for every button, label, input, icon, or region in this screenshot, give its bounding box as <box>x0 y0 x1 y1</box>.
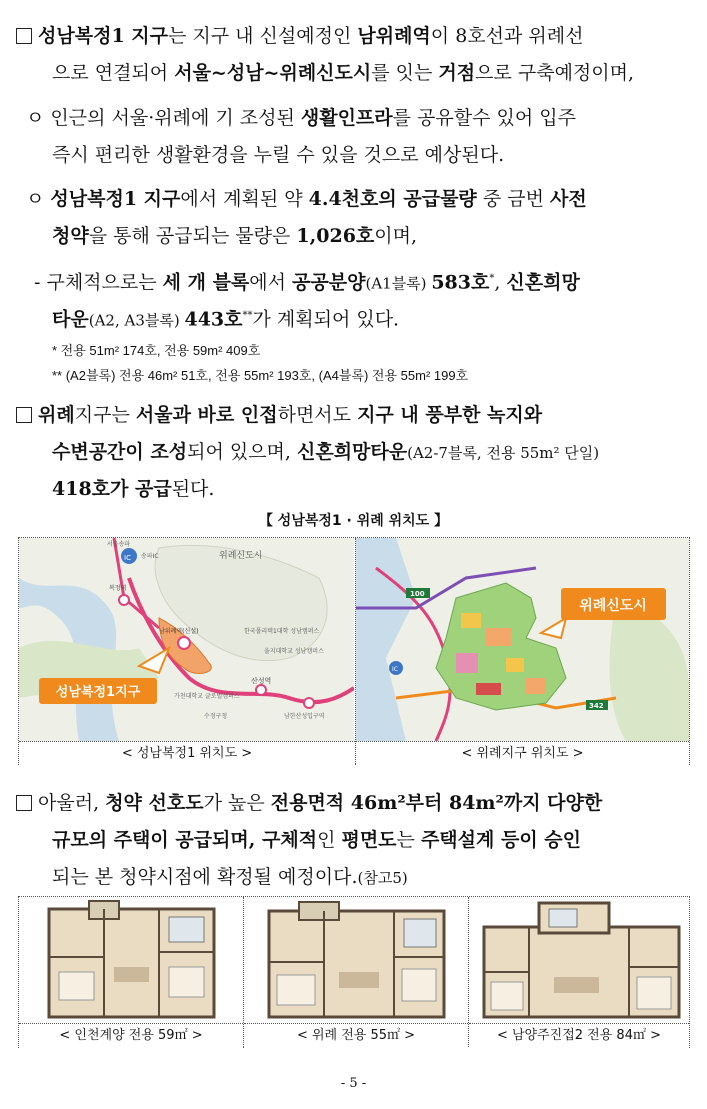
left-map-caption: < 성남복정1 위치도 > <box>19 741 355 765</box>
checkbox-square-icon <box>16 407 32 423</box>
road-number: 100 <box>410 590 425 598</box>
map-label-poi: 가천대학교 글로벌캠퍼스 <box>174 693 240 700</box>
map-callout-label: 위례신도시 <box>579 598 647 614</box>
dash-bullet: - <box>34 271 41 294</box>
map-label-poi: 한국폴리텍1대학 성남캠퍼스 <box>244 628 320 635</box>
map-label-poi: 을지대학교 성남캠퍼스 <box>264 648 324 655</box>
road-number: 342 <box>589 702 604 710</box>
floorplan-figure <box>18 896 690 1048</box>
text-bold: 규모의 주택이 공급되며, 구체적 <box>52 829 318 851</box>
text: 으로 구축예정이며, <box>475 62 635 84</box>
text: , <box>494 271 507 294</box>
text-bold: 전용면적 46m²부터 84m²까지 다양한 <box>270 792 603 814</box>
text-bold: 생활인프라 <box>300 107 393 129</box>
footnote-marker: ** <box>242 310 253 321</box>
right-map-caption: < 위례지구 위치도 > <box>356 741 689 765</box>
page-number: - 5 - <box>340 1076 367 1091</box>
text: (A1블록) <box>365 274 432 293</box>
text-bold: 지구 내 풍부한 녹지와 <box>357 404 543 426</box>
floorplan-1-caption: < 인천계양 전용 59㎡ > <box>19 1023 243 1048</box>
map-label-station: 남한산성입구역 <box>284 713 325 720</box>
floorplan-1 <box>19 897 242 1023</box>
text-bold: 418호가 공급 <box>52 478 172 500</box>
footnote-2: ** (A2블록) 전용 46m² 51호, 전용 55m² 193호, (A4블록) 전용 55m² 199호 <box>52 368 469 383</box>
text: 이 8호선과 위례선 <box>430 25 584 47</box>
text-bold: 공공분양 <box>292 271 366 294</box>
text: 를 공유할수 있어 입주 <box>392 107 576 129</box>
text-bold: 평면도 <box>341 829 397 851</box>
floorplan-3-image <box>469 897 689 1023</box>
text: 을 통해 공급되는 물량은 <box>88 225 297 247</box>
wirye-map-image <box>356 538 689 741</box>
text: 를 잇는 <box>371 62 439 84</box>
text-bold: 신혼희망 <box>506 271 580 294</box>
text: 는 지구 내 신설예정인 <box>168 25 358 47</box>
footnote-marker: * <box>489 273 495 284</box>
seongnam-map-image <box>19 538 354 741</box>
text: 인근의 서울·위례에 기 조성된 <box>50 107 301 129</box>
map-section-title: 【 성남복정1 · 위례 위치도 】 <box>258 513 449 529</box>
text: 인 <box>317 829 342 851</box>
text-bold: 신혼희망타운 <box>296 441 408 463</box>
text-bold: 세 개 블록 <box>162 271 250 294</box>
map-label-poi: 서울송파 <box>107 541 131 548</box>
footnote-1: * 전용 51m² 174호, 전용 59m² 409호 <box>52 343 261 358</box>
floorplan-1-image <box>19 897 242 1023</box>
text-bold: 4.4천호의 공급물량 <box>308 188 477 210</box>
map-label-station: 산성역 <box>251 677 272 685</box>
checkbox-square-icon <box>16 795 32 811</box>
text: 에서 <box>249 271 293 294</box>
text-bold: 443호 <box>184 308 243 331</box>
text-bold: 서울~성남~위례신도시 <box>174 62 372 84</box>
ic-marker: IC <box>392 666 398 673</box>
text: 에서 계획된 약 <box>180 188 309 210</box>
text: 으로 연결되어 <box>52 62 175 84</box>
bullet-icon: ㅇ <box>26 188 45 210</box>
text: 되어 있으며, <box>187 441 297 463</box>
floorplan-2 <box>244 897 467 1023</box>
text-bold: 거점 <box>438 62 476 84</box>
map-callout-label: 성남복정1지구 <box>55 685 141 700</box>
map-label-wirye: 위례신도시 <box>219 551 263 561</box>
svg-text:IC: IC <box>124 554 131 562</box>
text-bold: 남위례역 <box>357 25 431 47</box>
text-bold: 주택설계 등이 승인 <box>420 829 581 851</box>
map-label-poi: 송파IC <box>141 553 159 560</box>
text: 된다. <box>171 478 215 500</box>
text-bold: 위례 <box>38 404 75 426</box>
floorplan-3 <box>469 897 689 1023</box>
text-bold: 성남복정1 지구 <box>38 25 169 47</box>
text: 구체적으로는 <box>46 271 163 294</box>
map-label-station: 남위례역(신설) <box>159 628 199 635</box>
text: 가 높은 <box>203 792 271 814</box>
text-bold: 수변공간이 조성 <box>52 441 188 463</box>
bullet-icon: ㅇ <box>26 107 45 129</box>
left-map <box>19 538 354 741</box>
text-bold: 성남복정1 지구 <box>50 188 181 210</box>
text: (A2, A3블록) <box>88 311 185 330</box>
text-bold: 사전 <box>549 188 587 210</box>
map-label-station: 복정역 <box>109 585 127 592</box>
text: 아울러, <box>38 792 106 814</box>
floorplan-2-image <box>244 897 467 1023</box>
text: 되는 본 청약시점에 확정될 예정이다. <box>52 866 358 888</box>
right-map <box>356 538 689 741</box>
text-bold: 583호 <box>431 271 490 294</box>
text: 지구는 <box>74 404 136 426</box>
text-bold: 서울과 바로 인접 <box>135 404 278 426</box>
text-bold: 1,026호 <box>296 225 375 247</box>
text: 이며, <box>374 225 418 247</box>
map-figure <box>18 537 690 765</box>
text: 중 금번 <box>476 188 550 210</box>
text: 즉시 편리한 생활환경을 누릴 수 있을 것으로 예상된다. <box>52 144 505 166</box>
text: 하면서도 <box>277 404 358 426</box>
text-bold: 타운 <box>52 308 89 331</box>
floorplan-2-caption: < 위례 전용 55㎡ > <box>244 1023 468 1048</box>
text: 는 <box>396 829 421 851</box>
floorplan-3-caption: < 남양주진접2 전용 84㎡ > <box>469 1023 689 1048</box>
checkbox-square-icon <box>16 28 32 44</box>
map-label-poi: 수정구청 <box>204 713 228 720</box>
text: (A2-7블록, 전용 55m² 단일) <box>407 444 600 462</box>
text: 가 계획되어 있다. <box>252 308 400 331</box>
text: (참고5) <box>357 869 408 887</box>
text-bold: 청약 선호도 <box>105 792 204 814</box>
text-bold: 청약 <box>52 225 89 247</box>
